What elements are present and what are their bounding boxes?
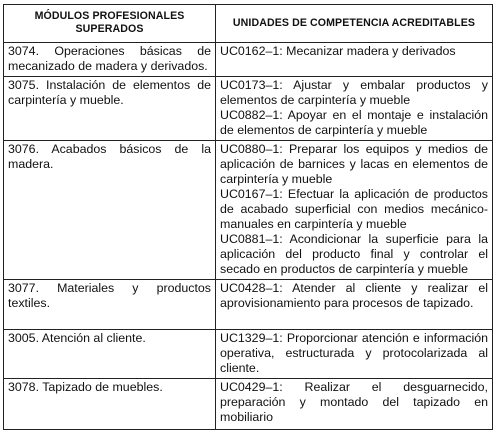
unidad-competencia: UC1329–1: Proporcionar atención e información operativa, estructurada y protocolarizada al cliente. xyxy=(220,331,488,375)
modulo-cell: 3074. Operaciones básicas de mecanizado de madera y derivados. xyxy=(4,43,216,77)
unidades-cell xyxy=(216,43,493,77)
table-row xyxy=(4,280,493,330)
unidad-competencia: UC0880–1: Preparar los equipos y medios de aplicación de barnices y lacas en elementos de carpintería y mueble xyxy=(220,142,488,186)
table-row xyxy=(4,77,493,141)
modulo-cell: 3077. Materiales y productos textiles. xyxy=(4,280,216,330)
header-unidades: UNIDADES DE COMPETENCIA ACREDITABLES xyxy=(216,5,493,43)
unidad-competencia: UC0429–1: Realizar el desguarnecido, preparación y montado del tapizado en mobiliario xyxy=(220,380,488,424)
unidad-competencia: UC0428–1: Atender al cliente y realizar el aprovisionamiento para procesos de tapizado. xyxy=(220,281,488,310)
table-row xyxy=(4,141,493,280)
table-row xyxy=(4,43,493,77)
table-row xyxy=(4,379,493,430)
modulo-cell: 3005. Atención al cliente. xyxy=(4,330,216,379)
unidades-cell xyxy=(216,280,493,330)
unidades-cell xyxy=(216,379,493,430)
unidad-competencia: UC0167–1: Efectuar la aplicación de productos de acabado superficial con medios mecánico-manuales en carpintería y mueble xyxy=(220,187,488,231)
unidad-competencia: UC0881–1: Acondicionar la superficie para la aplicación del producto final y controlar el secado en productos de carpintería y mueble xyxy=(220,232,488,276)
modulo-cell: 3076. Acabados básicos de la madera. xyxy=(4,141,216,280)
competencias-table xyxy=(3,4,493,430)
unidades-cell xyxy=(216,330,493,379)
table-row xyxy=(4,330,493,379)
modulo-cell: 3075. Instalación de elementos de carpintería y mueble. xyxy=(4,77,216,141)
header-row xyxy=(4,5,493,43)
unidades-cell xyxy=(216,77,493,141)
unidad-competencia: UC0882–1: Apoyar en el montaje e instalación de elementos de carpintería y mueble xyxy=(220,108,488,137)
unidad-competencia: UC0162–1: Mecanizar madera y derivados xyxy=(220,44,456,58)
unidad-competencia: UC0173–1: Ajustar y embalar productos y elementos de carpintería y mueble xyxy=(220,78,488,107)
header-modulos: MÓDULOS PROFESIONALES SUPERADOS xyxy=(4,5,216,43)
unidades-cell xyxy=(216,141,493,280)
modulo-cell: 3078. Tapizado de muebles. xyxy=(4,379,216,430)
